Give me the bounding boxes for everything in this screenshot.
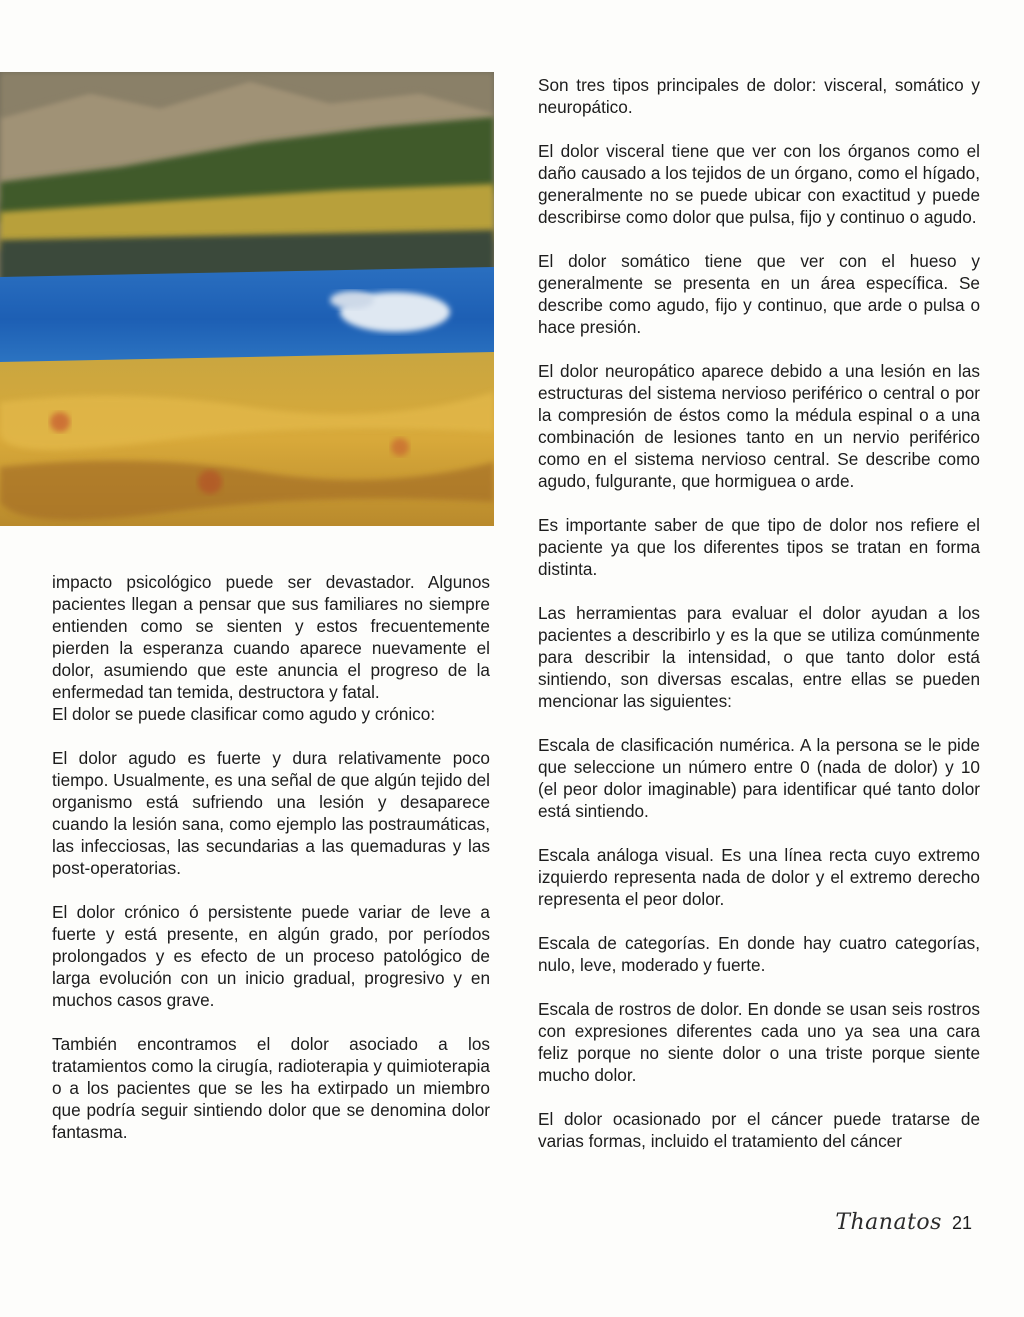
landscape-photo xyxy=(0,72,494,526)
paragraph: Es importante saber de que tipo de dolor nos refiere el paciente ya que los diferentes tipos se tratan en forma distinta. xyxy=(538,515,980,579)
paragraph: El dolor ocasionado por el cáncer puede tratarse de varias formas, incluido el tratamiento del cáncer xyxy=(538,1109,980,1151)
paragraph: El dolor se puede clasificar como agudo y crónico: xyxy=(52,704,436,724)
page-footer xyxy=(835,1210,972,1235)
paragraph: El dolor crónico ó persistente puede variar de leve a fuerte y está presente, en algún grado, por períodos prolongados y es efecto de un proceso patológico de larga evolución con un inicio gradual, progresivo y en muchos casos grave. xyxy=(52,902,490,1010)
paragraph: Las herramientas para evaluar el dolor ayudan a los pacientes a describirlo y es la que se utiliza comúnmente para describir la intensidad, o que tanto dolor está sintiendo, son diversas escalas, entre ellas se pueden mencionar las siguientes: xyxy=(538,603,980,711)
paragraph: El dolor visceral tiene que ver con los órganos como el daño causado a los tejidos de un órgano, como el hígado, generalmente no se puede ubicar con exactitud y puede describirse como dolor que pulsa, fijo y continuo o agudo. xyxy=(538,141,980,227)
paragraph: También encontramos el dolor asociado a los tratamientos como la cirugía, radioterapia y quimioterapia o a los pacientes que se les ha extirpado un miembro que podría seguir sintiendo dolor que se denomina dolor fantasma. xyxy=(52,1034,490,1142)
paragraph: Escala de rostros de dolor. En donde se usan seis rostros con expresiones diferentes cada uno ya sea una cara feliz porque no siente dolor o una triste porque siente mucho dolor. xyxy=(538,999,980,1085)
page-number: 21 xyxy=(951,1213,972,1233)
paragraph: Escala de clasificación numérica. A la persona se le pide que seleccione un número entre 0 (nada de dolor) y 10 (el peor dolor imaginable) para identificar qué tanto dolor está sintiendo. xyxy=(538,735,980,821)
right-column xyxy=(538,74,980,1152)
paragraph: El dolor neuropático aparece debido a una lesión en las estructuras del sistema nervioso periférico o central o por la compresión de éstos como la médula espinal o a una combinación de lesiones tanto en un nervio periférico como en el sistema nervioso central. Se describe como agudo, fulgurante, que hormiguea o arde. xyxy=(538,361,980,491)
magazine-name: Thanatos xyxy=(835,1210,942,1235)
paragraph: Son tres tipos principales de dolor: visceral, somático y neuropático. xyxy=(538,75,980,117)
paragraph: impacto psicológico puede ser devastador. Algunos pacientes llegan a pensar que sus familiares no siempre entienden como se sienten y estos frecuentemente pierden la esperanza cuando aparece nuevamente el dolor, asumiendo que este anuncia el progreso de la enfermedad tan temida, destructora y fatal. xyxy=(52,572,490,702)
paragraph: Escala de categorías. En donde hay cuatro categorías, nulo, leve, moderado y fuerte. xyxy=(538,933,980,975)
left-column xyxy=(52,571,490,1165)
paragraph: El dolor agudo es fuerte y dura relativamente poco tiempo. Usualmente, es una señal de que algún tejido del organismo está sufriendo una lesión y desaparece cuando la lesión sana, como ejemplo las postraumáticas, las infecciosas, las secundarias a las quemaduras y las post-operatorias. xyxy=(52,748,490,878)
paragraph: El dolor somático tiene que ver con el hueso y generalmente se presenta en un área específica. Se describe como agudo, fijo y continuo, que arde o pulsa o hace presión. xyxy=(538,251,980,337)
paragraph: Escala análoga visual. Es una línea recta cuyo extremo izquierdo representa nada de dolor y el extremo derecho representa el peor dolor. xyxy=(538,845,980,909)
